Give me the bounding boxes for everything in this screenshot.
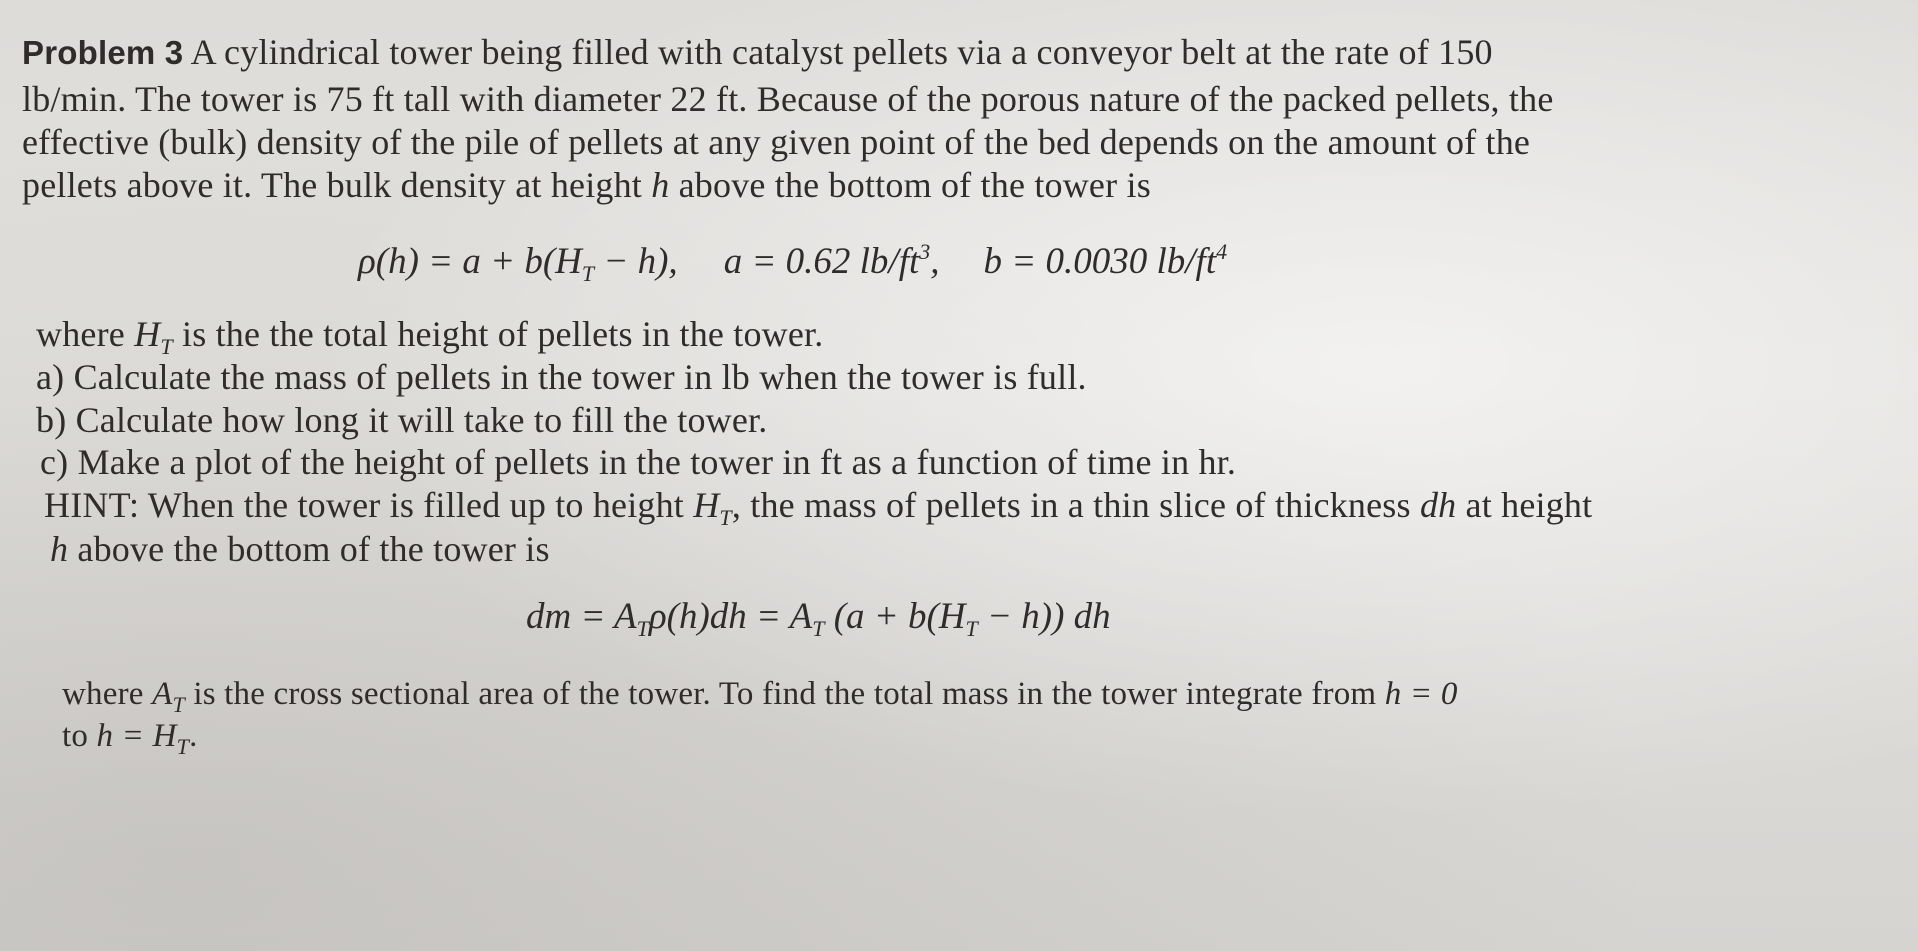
- closing-to: to: [62, 718, 97, 754]
- closing-line-1: [62, 672, 1458, 716]
- closing-h-ht: h = H: [96, 718, 177, 754]
- hint-line-2: [50, 527, 550, 571]
- density-eq-lhs-end: − h),: [594, 241, 678, 282]
- closing-var-sub: T: [172, 692, 185, 717]
- intro-line-3: effective (bulk) density of the pile of pellets at any given point of the bed depends on the amount of the: [22, 122, 1531, 162]
- mass-eq-sub-3: T: [965, 616, 978, 641]
- intro-h-variable: h: [651, 165, 670, 205]
- intro-text-4-tail: above the bottom of the tower is: [669, 165, 1151, 205]
- density-eq-a-exp: 3: [919, 239, 931, 264]
- intro-text-1: A cylindrical tower being filled with catalyst pellets via a conveyor belt at the rate of 150: [190, 32, 1493, 72]
- hint-text-b: , the mass of pellets in a thin slice of thickness: [731, 485, 1420, 525]
- mass-eq-4: − h)) dh: [977, 596, 1111, 637]
- intro-line-2: lb/min. The tower is 75 ft tall with diameter 22 ft. Because of the porous nature of the packed pellets, the: [22, 79, 1554, 119]
- closing-line-2: [62, 714, 198, 758]
- intro-line-4: [22, 163, 1151, 207]
- closing-h-zero: h = 0: [1384, 676, 1458, 712]
- density-eq-a-end: ,: [930, 241, 940, 282]
- part-c: c) Make a plot of the height of pellets in the tower in ft as a function of time in hr.: [40, 442, 1237, 482]
- intro-line-1: [22, 30, 1493, 75]
- hint-dh: dh: [1419, 485, 1457, 525]
- where-rest: is the the total height of pellets in the tower.: [172, 314, 824, 354]
- hint-var: H: [693, 485, 720, 525]
- where-var-sub: T: [160, 334, 173, 359]
- density-eq-b-exp: 4: [1216, 239, 1228, 264]
- mass-eq-2: ρ(h)dh = A: [648, 596, 813, 637]
- mass-eq-sub-2: T: [812, 616, 825, 641]
- closing-text-a: where: [62, 676, 153, 712]
- part-b: b) Calculate how long it will take to fill the tower.: [36, 400, 768, 440]
- density-eq-b: b = 0.0030 lb/ft: [983, 241, 1217, 282]
- hint-text-c: at height: [1456, 485, 1593, 525]
- hint-text-a: HINT: When the tower is filled up to height: [44, 485, 694, 525]
- mass-eq-sub-1: T: [636, 616, 649, 641]
- mass-eq-1: dm = A: [526, 596, 637, 637]
- density-eq-a: a = 0.62 lb/ft: [723, 241, 920, 282]
- where-ht-line: [36, 312, 824, 359]
- density-equation: [358, 240, 1227, 284]
- where-var: H: [134, 314, 161, 354]
- hint-h-var: h: [50, 529, 69, 569]
- closing-text-b: is the cross sectional area of the tower. To find the total mass in the tower integrate from: [184, 676, 1385, 712]
- hint-var-sub: T: [719, 505, 732, 530]
- closing-var: A: [152, 676, 173, 712]
- density-eq-lhs-sub: T: [581, 261, 595, 286]
- closing-period: .: [189, 718, 198, 754]
- closing-ht-sub: T: [176, 734, 190, 759]
- problem-heading: Problem 3: [22, 34, 184, 71]
- mass-equation: [526, 595, 1111, 639]
- intro-text-4: pellets above it. The bulk density at height: [22, 165, 652, 205]
- hint-line-1: [44, 483, 1593, 530]
- density-eq-lhs: ρ(h) = a + b(H: [358, 241, 582, 282]
- part-a: a) Calculate the mass of pellets in the tower in lb when the tower is full.: [36, 357, 1087, 397]
- hint-line-2-rest: above the bottom of the tower is: [68, 529, 550, 569]
- mass-eq-3: (a + b(H: [824, 596, 966, 637]
- where-prefix: where: [36, 314, 135, 354]
